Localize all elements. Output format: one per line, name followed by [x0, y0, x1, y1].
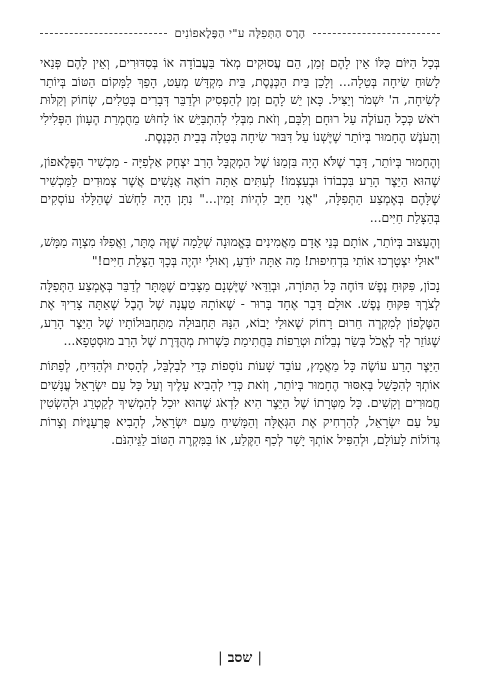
page-number [0, 650, 480, 667]
body-text [40, 54, 440, 450]
paragraph: הַיֵּצֶר הָרַע עוֹשֶׂה כָּל מַאֲמָץ, עוֹבֵד שָׁעוֹת נוֹסָפוֹת כְּדֵי לְבַלְבֵּל, לְהָסִית וּלְהַדִּיחַ, לְפַתּוֹת אוֹתְךָ לְהִכָּשֵׁל בְּאִסּוּר הֶחָמוּר בְּיוֹתֵר, וְזֹאת כְּדֵי לְהָבִיא עָלֶיךָ וְעַל כָּל עַם יִשְׂרָאֵל עֳנָשִׁים חֲמוּרִים וְקָשִׁים. כָּל מַטְּרָתוֹ שֶׁל הַיֵּצֶר הִיא לִדְאֹג שֶׁהוּא יוּכַל לְהַמְשִׁיךְ לְקַטְרֵג וּלְהַשְׂטִין עַל עַם יִשְׂרָאֵל, לְהַרְחִיק אֶת הַגְּאֻלָּה וְהַמָּשִׁיחַ מֵעַם יִשְׂרָאֵל, לְהָבִיא פֻּרְעָנֻיּוֹת וְצָרוֹת גְּדוֹלוֹת לָעוֹלָם, וּלְהַפִּיל אוֹתְךָ יָשָׁר לְכַף הַקֶּלַע, אוֹ בַּמִּקְרֶה הַטּוֹב לַגֵּיהִנֹּם. [40, 357, 440, 448]
header-rule-left [40, 33, 167, 34]
folio-bar-left: | [217, 650, 223, 666]
paragraph: וְהֶעָצוּב בְּיוֹתֵר, אוֹתָם בְּנֵי אָדָם מַאֲמִינִים בָּאֱמוּנָה שְׁלֵמָה שֶׁזֶּה מֻתָּר, וַאֲפִלּוּ מִצְוָה מַמָּשׁ, "אוּלַי יִצְטָרְכוּ אוֹתִי בִּדְחִיפוּת! מָה אַתָּה יוֹדֵעַ, וְאוּלַי יִהְיֶה בְּכָךְ הַצָּלַת חַיִּים!" [40, 234, 440, 268]
page-number-label: שסב [227, 650, 253, 666]
header-title: הֶרֶס הַתְּפִלָּה ע"י הַפֶּלֶאפוֹנִים [174, 26, 306, 40]
paragraph: נָכוֹן, פִּקּוּחַ נֶפֶשׁ דּוֹחֶה כָּל הַתּוֹרָה, וּבְוַדַּאי שֶׁיֶּשְׁנָם מַצָּבִים שֶׁמֻּתָּר לְדַבֵּר בְּאֶמְצַע הַתְּפִלָּה לְצֹרֶךְ פִּקּוּחַ נֶפֶשׁ. אוּלָם דָּבָר אֶחָד בָּרוּר - שֶׁאוֹתָהּ טַעֲנָה שֶׁל הֶבֶל שֶׁאַתָּה צָרִיךְ אֶת הַטֶּלֶפוֹן לְמִקְרֶה חֵרוּם רָחוֹק שֶׁאוּלַי יָבוֹא, הִנָּהּ תַּחְבּוּלָה מִתַּחְבּוּלוֹתָיו שֶׁל הַיֵּצֶר הָרַע, שֶׁגּוֹזֵר לְךָ לֶאֱכֹל בְּשַׂר נְבֵלוֹת וּטְרֵפוֹת בַּחֲתִימַת כַּשְׁרוּת מְהֻדֶּרֶת שֶׁל הָרַב מוּסְטָפָא... [40, 277, 440, 349]
running-header [40, 22, 440, 44]
paragraph: וְהֶחָמוּר בְּיוֹתֵר, דָּבָר שֶׁלֹּא הָיָה בִּזְמַנּוֹ שֶׁל הַמְקֻבָּל הָרַב יִצְחָק אַלְפִיָּה - מַכְשִׁיר הַפֶּלֶאפוֹן, שֶׁהוּא הַיֵּצֶר הָרַע בִּכְבוֹדוֹ וּבְעַצְמוֹ! לְעִתִּים אַתָּה רוֹאֶה אֲנָשִׁים אֲשֶׁר צְמוּדִים לַמַּכְשִׁיר שֶׁלָּהֶם בְּאֶמְצַע הַתְּפִלָּה, "אֲנִי חַיָּב לִהְיוֹת זָמִין..." נִתָּן הָיָה לַחְשֹׁב שֶׁהַלָּלוּ עוֹסְקִים בְּהַצָּלַת חַיִּים... [40, 153, 440, 225]
paragraph: בְּכָל הַיּוֹם כֻּלּוֹ אֵין לָהֶם זְמַן, הֵם עֲסוּקִים מְאֹד בַּעֲבוֹדָה אוֹ בְּסִדּוּרִים, וְאֵין לָהֶם פְּנַאי לָשׂוּחַ שִׂיחָה בְּטֵלָה... וְלָכֵן בֵּית הַכְּנֶסֶת, בֵּית מִקְדָּשׁ מְעַט, הָפַךְ לַמָּקוֹם הַטּוֹב בְּיוֹתֵר לְשִׂיחָה, ה' יִשְׁמֹר וְיַצִּיל. כָּאן יֵשׁ לָהֶם זְמַן לְהַפְסִיק וּלְדַבֵּר דְּבָרִים בְּטֵלִים, שְׂחוֹק וְקַלּוּת רֹאשׁ כְּכָל הָעוֹלֶה עַל רוּחָם וְלִבָּם, וְזֹאת מִבְּלִי לְהִתְבַּיֵּשׁ אוֹ לָחוּשׁ מֵחֻמְרַת הֶעָווֹן הַפְּלִילִי וְהָעֹנֶשׁ הֶחָמוּר בְּיוֹתֵר שֶׁיֶּשְׁנוֹ עַל דִּבּוּר שִׂיחָה בְּטֵלָה בְּבֵית הַכְּנֶסֶת. [40, 55, 440, 145]
folio-bar-right: | [257, 650, 263, 666]
header-rule-right [313, 33, 440, 34]
